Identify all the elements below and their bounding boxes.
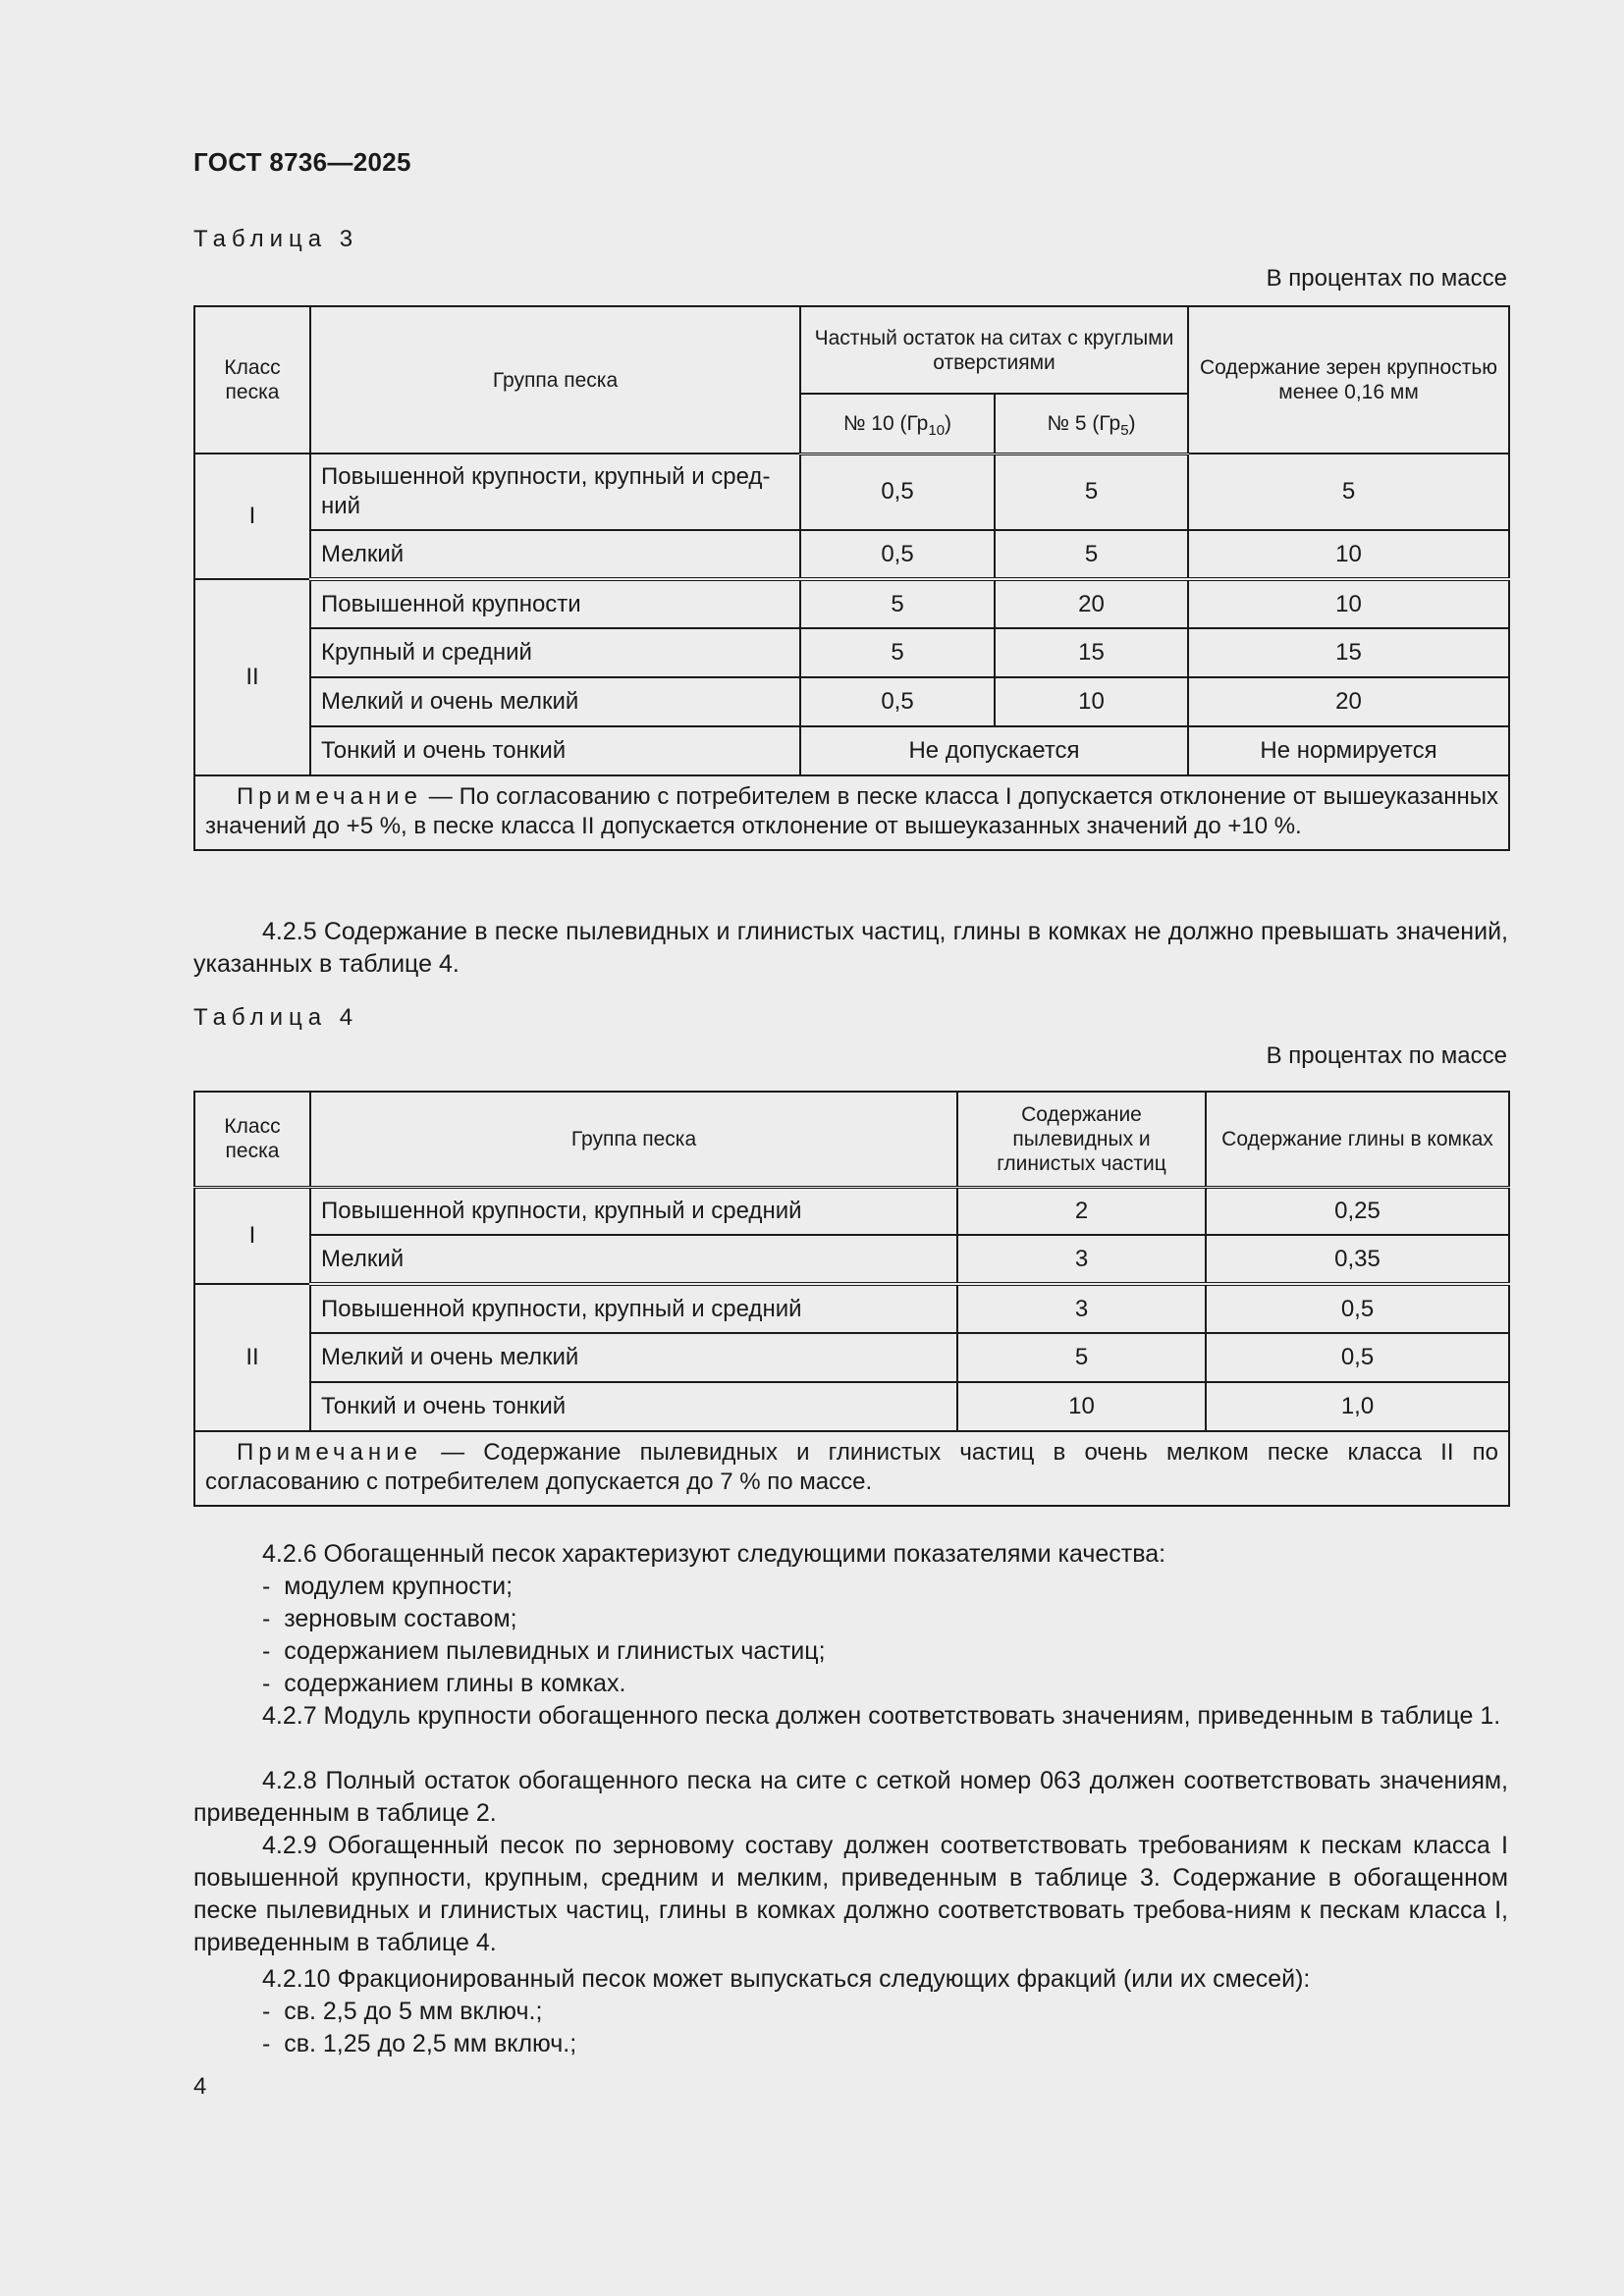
table4-clay-cell: 0,5 xyxy=(1206,1284,1509,1333)
list-item: - содержанием пылевидных и глинистых частиц; xyxy=(262,1637,826,1665)
table3-fine-cell: 10 xyxy=(1188,530,1509,579)
paragraph-4-2-10: 4.2.10 Фракционированный песок может выпускаться следующих фракций (или их смесей): xyxy=(262,1965,1311,1993)
table-row xyxy=(194,1235,1509,1284)
table-row xyxy=(194,1284,1509,1333)
note-label: Примечание xyxy=(237,783,422,810)
table3-r5-cell: 10 xyxy=(995,677,1188,726)
table3-header-no5: № 5 $(Гр_5)$ xyxy=(995,394,1188,454)
table3-fine-cell: 20 xyxy=(1188,677,1509,726)
table4-class-cell: I xyxy=(194,1187,310,1284)
table-row xyxy=(194,1333,1509,1382)
table4-dust-cell: 3 xyxy=(957,1235,1206,1284)
table3-r10-cell: 5 xyxy=(800,579,995,628)
list-item: - св. 1,25 до 2,5 мм включ.; xyxy=(262,2030,577,2057)
table3-header-fine: Содержание зерен крупностью менее 0,16 мм xyxy=(1188,306,1509,454)
table3-fine-cell: 5 xyxy=(1188,454,1509,530)
table4-dust-cell: 5 xyxy=(957,1333,1206,1382)
table4-dust-cell: 2 xyxy=(957,1187,1206,1235)
table3-header-residue: Частный остаток на ситах с круглыми отверстиями xyxy=(800,306,1188,394)
table3-r10-cell: 0,5 xyxy=(800,530,995,579)
table3-fine-cell: 10 xyxy=(1188,579,1509,628)
table4-header-class: Класс песка xyxy=(194,1092,310,1187)
table3-header-no10: № 10 $(Гр_{10})$ xyxy=(800,394,995,454)
table3-unit: В процентах по массе xyxy=(1266,265,1507,292)
table-row xyxy=(194,1187,1509,1235)
table3-group-cell: Повышенной крупности, крупный и сред-ний xyxy=(310,454,800,530)
paragraph-4-2-9: 4.2.9 Обогащенный песок по зерновому составу должен соответствовать требованиям к пескам класса I повышенной крупности, крупным, средним и мелким, приведенным в таблице 3. Содержание в обогащенном песке пылевидных и глинистых частиц, глины в комках должно соответствовать требова-ниям к пескам класса I, приведенным в таблице 4. xyxy=(193,1832,1508,1956)
table3-header-group: Группа песка xyxy=(310,306,800,454)
table-row xyxy=(194,530,1509,579)
table4 xyxy=(193,1091,1510,1507)
list-item: - модулем крупности; xyxy=(262,1573,514,1600)
table-row xyxy=(194,628,1509,677)
table-row xyxy=(194,1382,1509,1431)
table3-group-cell: Повышенной крупности xyxy=(310,579,800,628)
table4-dust-cell: 3 xyxy=(957,1284,1206,1333)
list-item: - св. 2,5 до 5 мм включ.; xyxy=(262,1998,543,2025)
table-row xyxy=(194,579,1509,628)
table4-header-dust: Содержание пылевидных и глинистых частиц xyxy=(957,1092,1206,1187)
table3-r10-cell: 5 xyxy=(800,628,995,677)
table3-fine-cell: Не нормируется xyxy=(1188,726,1509,775)
table4-group-cell: Повышенной крупности, крупный и средний xyxy=(310,1284,957,1333)
table4-class-cell: II xyxy=(194,1284,310,1431)
note-text: — По согласованию с потребителем в песке класса I допускается отклонение от вышеуказанных значений до +5 %, в песке класса II допускается отклонение от вышеуказанных значений до +10 %. xyxy=(205,783,1499,839)
table3-r5-cell: 15 xyxy=(995,628,1188,677)
table4-dust-cell: 10 xyxy=(957,1382,1206,1431)
table3-r5-cell: 20 xyxy=(995,579,1188,628)
table3-group-cell: Мелкий xyxy=(310,530,800,579)
paragraph-4-2-8: 4.2.8 Полный остаток обогащенного песка на сите с сеткой номер 063 должен соответствовать значениям, приведенным в таблице 2. xyxy=(193,1767,1508,1827)
note-label: Примечание xyxy=(237,1439,422,1466)
table4-group-cell: Тонкий и очень тонкий xyxy=(310,1382,957,1431)
table4-caption: Таблица 4 xyxy=(193,1004,359,1031)
table3-note xyxy=(194,775,1509,850)
list-item: - содержанием глины в комках. xyxy=(262,1670,626,1697)
table3-r10-cell: 0,5 xyxy=(800,454,995,530)
table3-fine-cell: 15 xyxy=(1188,628,1509,677)
table4-header-group: Группа песка xyxy=(310,1092,957,1187)
table3-class-cell: I xyxy=(194,454,310,579)
paragraph-4-2-7: 4.2.7 Модуль крупности обогащенного песка должен соответствовать значениям, приведенным в таблице 1. xyxy=(262,1702,1501,1730)
table-row xyxy=(194,726,1509,775)
paragraph-4-2-5: 4.2.5 Содержание в песке пылевидных и глинистых частиц, глины в комках не должно превышать значений, указанных в таблице 4. xyxy=(193,918,1508,978)
table4-group-cell: Повышенной крупности, крупный и средний xyxy=(310,1187,957,1235)
table3 xyxy=(193,305,1510,851)
table4-clay-cell: 0,25 xyxy=(1206,1187,1509,1235)
document-header: ГОСТ 8736—2025 xyxy=(193,147,411,177)
table3-r5-cell: 5 xyxy=(995,454,1188,530)
table-row xyxy=(194,454,1509,530)
table4-clay-cell: 0,5 xyxy=(1206,1333,1509,1382)
page-number: 4 xyxy=(193,2073,207,2100)
table4-note xyxy=(194,1431,1509,1506)
table3-r5-cell: 5 xyxy=(995,530,1188,579)
table-row xyxy=(194,677,1509,726)
table4-header-clay: Содержание глины в комках xyxy=(1206,1092,1509,1187)
table4-clay-cell: 0,35 xyxy=(1206,1235,1509,1284)
table3-group-cell: Мелкий и очень мелкий xyxy=(310,677,800,726)
table3-group-cell: Крупный и средний xyxy=(310,628,800,677)
table3-merged-cell: Не допускается xyxy=(800,726,1188,775)
table3-group-cell: Тонкий и очень тонкий xyxy=(310,726,800,775)
note-text: — Содержание пылевидных и глинистых частиц в очень мелком песке класса II по согласованию с потребителем допускается до 7 % по массе. xyxy=(205,1439,1498,1495)
table4-unit: В процентах по массе xyxy=(1266,1042,1507,1069)
table4-group-cell: Мелкий xyxy=(310,1235,957,1284)
table3-r10-cell: 0,5 xyxy=(800,677,995,726)
table4-group-cell: Мелкий и очень мелкий xyxy=(310,1333,957,1382)
table3-caption: Таблица 3 xyxy=(193,226,359,252)
paragraph-4-2-6: 4.2.6 Обогащенный песок характеризуют следующими показателями качества: xyxy=(262,1540,1166,1568)
list-item: - зерновым составом; xyxy=(262,1605,517,1632)
table4-clay-cell: 1,0 xyxy=(1206,1382,1509,1431)
table3-header-class: Класс песка xyxy=(194,306,310,454)
table3-class-cell: II xyxy=(194,579,310,775)
